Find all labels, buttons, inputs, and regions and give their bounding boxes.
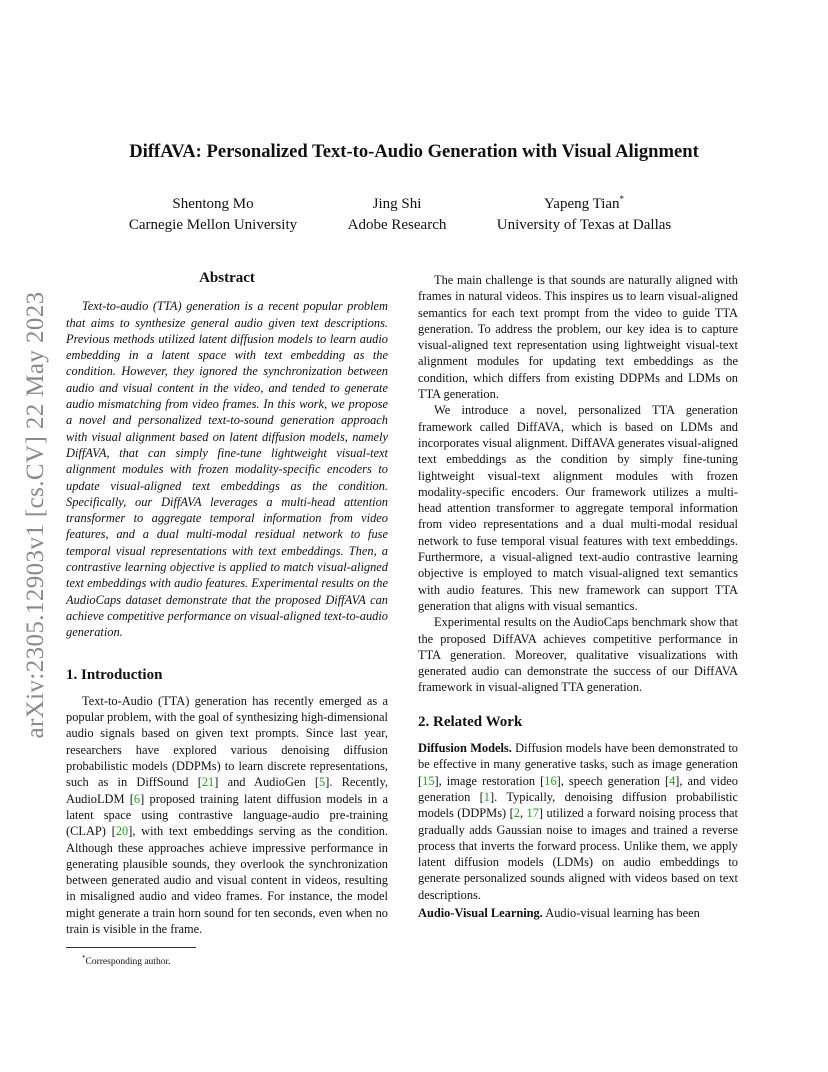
related-paragraph-2: Audio-Visual Learning. Audio-visual learning has been <box>418 905 700 920</box>
citation-link[interactable]: 17 <box>526 806 539 821</box>
author-name: Shentong Mo <box>172 196 254 212</box>
footnote <box>82 952 170 968</box>
citation-link[interactable]: 4 <box>669 773 676 788</box>
citation-link[interactable]: 16 <box>544 773 557 788</box>
citation-link[interactable]: 6 <box>133 791 141 806</box>
citation-link[interactable]: 2 <box>513 806 520 821</box>
intro-heading: 1. Introduction <box>66 666 163 683</box>
arxiv-stamp <box>14 265 58 765</box>
citation-link[interactable]: 20 <box>115 824 129 839</box>
intro-paragraph-2: The main challenge is that sounds are naturally aligned with frames in natural videos. This inspires us to learn visual-aligned semantics for each text prompt from the video to guide TTA generation. To address the problem, our key idea is to capture visual-aligned text representation using lightweight visual-text alignment modules for updating text embeddings as the condition, which differs from existing DDPMs and LDMs on TTA generation. <box>418 273 738 402</box>
author-name: Yapeng Tian <box>543 196 620 212</box>
footnote-rule <box>66 947 196 948</box>
author-affiliation: University of Texas at Dallas <box>496 217 672 233</box>
related-work-heading: 2. Related Work <box>418 713 523 730</box>
runin-heading: Diffusion Models. <box>418 741 512 756</box>
intro-paragraph-1: Text-to-Audio (TTA) generation has recently emerged as a popular problem, with the goal of synthesizing high-dimensional audio signals based on given text prompts. Since last year, researchers have explored various denoising diffusion probabilistic models (DDPMs) to learn discrete representations, such as in DiffSound [21] and AudioGen [5]. Recently, AudioLDM [6] proposed training latent diffusion models in a latent space using contrastive language-audio pre-training (CLAP) [20], with text embeddings serving as the condition. Although these approaches achieve impressive performance in generating plausible sounds, they overlook the synchronization between generated audio and visual content in videos, resulting in misaligned audio and video frames. For instance, the model might generate a train horn sound for ten seconds, even when no train is visible in the frame. <box>66 693 388 936</box>
left-column <box>66 270 388 937</box>
author-3 <box>484 194 684 236</box>
right-column <box>418 272 738 921</box>
intro-paragraph-3: We introduce a novel, personalized TTA generation framework called DiffAVA, which is based on LDMs and incorporates visual alignment. DiffAVA generates visual-aligned text embeddings as the condition by simply fine-tuning lightweight visual-text alignment modules with frozen modality-specific encoders. Our framework utilizes a multi-head attention transformer to aggregate temporal information from video representations and a dual multi-modal residual network to fuse temporal visual features with text embeddings. Furthermore, a visual-aligned text-audio contrastive learning objective is employed to match visual-aligned text semantics with audio features. This new framework can support TTA generation that aligns with visual semantics. <box>418 403 738 613</box>
intro-paragraph-4: Experimental results on the AudioCaps benchmark show that the proposed DiffAVA achieves competitive performance in TTA generation. Moreover, qualitative visualizations with generated audio can demonstrate the success of our DiffAVA framework in visual-aligned TTA generation. <box>418 615 738 695</box>
intro-p1-tail: ], with text embeddings serving as the condition. Although these approaches achieve impressive performance in generating plausible sounds, they overlook the synchronization between generated audio and visual content in videos, resulting in misaligned audio and video frames. For instance, the model might generate a train horn sound for ten seconds, even when no train is visible in the frame. <box>66 824 388 936</box>
arxiv-stamp-text: arXiv:2305.12903v1 [cs.CV] 22 May 2023 <box>22 291 49 739</box>
related-paragraph-1: Diffusion Models. Diffusion models have been demonstrated to be effective in many generative tasks, such as image generation [15], image restoration [16], speech generation [4], and video generation [1]. Typically, denoising diffusion probabilistic models (DDPMs) [2, 17] utilized a forward noising process that gradually adds Gaussian noise to images and trained a reverse process that inverts the forward process. Unlike them, we apply latent diffusion models (LDMs) on audio embeddings to generate personalized sounds aligned with videos based on text descriptions. <box>418 741 739 902</box>
author-2 <box>337 194 457 236</box>
author-name-wrap <box>484 194 684 215</box>
paper-title: DiffAVA: Personalized Text-to-Audio Generation with Visual Alignment <box>129 141 699 162</box>
abstract-text: Text-to-audio (TTA) generation is a recent popular problem that aims to synthesize general audio given text descriptions. Previous methods utilized latent diffusion models to learn audio embedding in a latent space with text embedding as the condition. However, they ignored the synchronization between audio and visual content in the video, and tended to generate audio mismatching from video frames. In this work, we propose a novel and personalized text-to-sound generation approach with visual alignment based on latent diffusion models, namely DiffAVA, that can simply fine-tune lightweight visual-text alignment modules with frozen modality-specific encoders to update visual-aligned text embeddings as the condition. Specifically, our DiffAVA leverages a multi-head attention transformer to aggregate temporal information from video features, and a dual multi-modal residual network to fuse temporal visual representations with text embeddings. Then, a contrastive learning objective is applied to match visual-aligned text embeddings with audio features. Experimental results on the AudioCaps dataset demonstrate that the proposed DiffAVA can achieve competitive performance on visual-aligned text-to-audio generation. <box>66 299 388 640</box>
abstract-heading: Abstract <box>199 270 255 286</box>
author-affiliation: Adobe Research <box>347 217 447 233</box>
citation-link[interactable]: 21 <box>201 775 215 790</box>
citation-link[interactable]: 1 <box>483 789 490 804</box>
footnote-mark: * <box>82 954 86 962</box>
runin-heading: Audio-Visual Learning. <box>418 905 543 920</box>
corresponding-mark: * <box>619 194 625 204</box>
citation-link[interactable]: 15 <box>422 773 435 788</box>
footnote-text: Corresponding author. <box>85 957 171 968</box>
author-name: Jing Shi <box>372 196 422 212</box>
citation-link[interactable]: 5 <box>319 775 326 790</box>
author-1 <box>123 194 303 236</box>
author-affiliation: Carnegie Mellon University <box>128 217 298 233</box>
